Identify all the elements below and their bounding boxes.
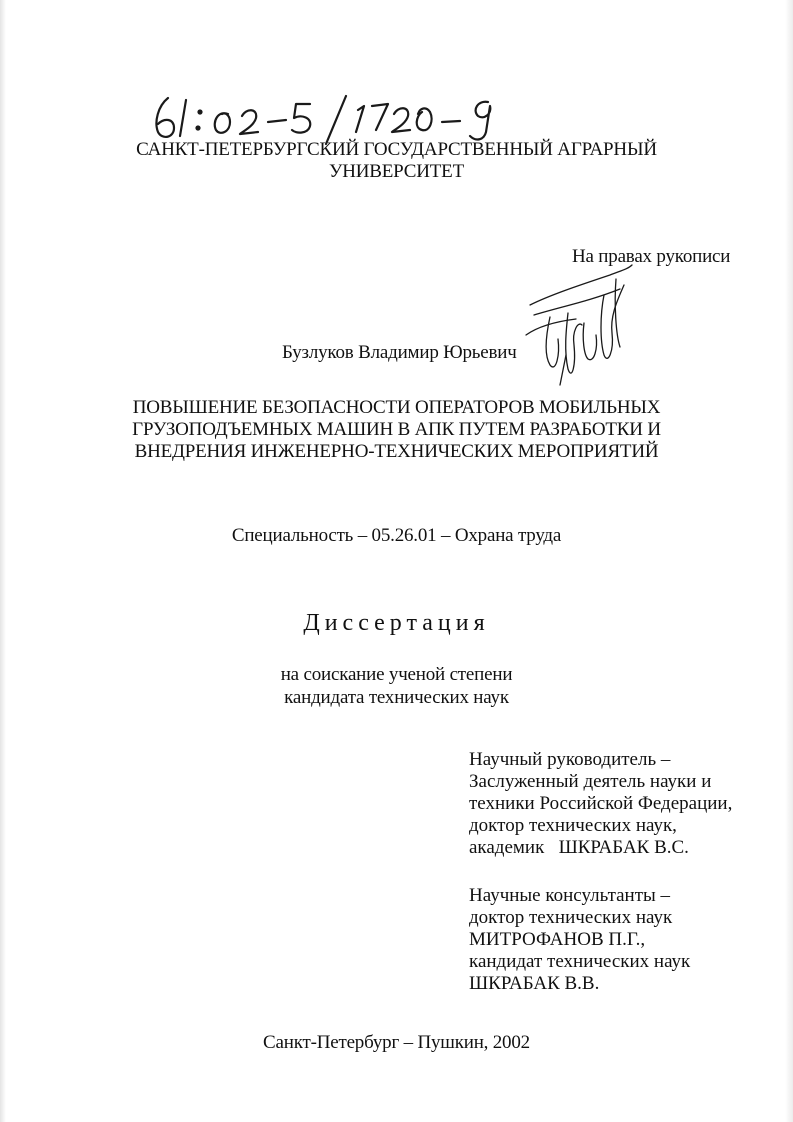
- supervisor-line5: академик ШКРАБАК В.С.: [469, 837, 689, 858]
- degree-line1: на соискание ученой степени: [280, 664, 513, 685]
- specialty: Специальность – 05.26.01 – Охрана труда: [231, 525, 562, 546]
- university-name-line1: САНКТ-ПЕТЕРБУРГСКИЙ ГОСУДАРСТВЕННЫЙ АГРАРНЫЙ: [136, 139, 657, 160]
- city-year: Санкт-Петербург – Пушкин, 2002: [263, 1032, 530, 1053]
- consultants-line5: ШКРАБАК В.В.: [469, 973, 600, 994]
- author-name: Бузлуков Владимир Юрьевич: [282, 342, 517, 363]
- consultants-line2: доктор технических наук: [469, 907, 673, 928]
- rights-note: На правах рукописи: [572, 246, 731, 267]
- supervisor-line1: Научный руководитель –: [469, 749, 671, 770]
- thesis-title-line2: ГРУЗОПОДЪЕМНЫХ МАШИН В АПК ПУТЕМ РАЗРАБОТКИ И: [132, 419, 661, 440]
- university-name-line2: УНИВЕРСИТЕТ: [329, 161, 464, 182]
- supervisor-block: [469, 748, 732, 858]
- consultants-line3: МИТРОФАНОВ П.Г.,: [469, 929, 646, 950]
- consultants-line4: кандидат технических наук: [469, 951, 691, 972]
- consultants-block: [469, 884, 690, 994]
- supervisor-line4: доктор технических наук,: [469, 815, 677, 836]
- supervisor-line2: Заслуженный деятель науки и: [469, 771, 712, 792]
- degree-line2: кандидата технических наук: [284, 687, 509, 708]
- supervisor-line3: техники Российской Федерации,: [469, 793, 733, 814]
- document-type: Диссертация: [303, 610, 490, 636]
- signature: [520, 255, 640, 395]
- thesis-title-line3: ВНЕДРЕНИЯ ИНЖЕНЕРНО-ТЕХНИЧЕСКИХ МЕРОПРИЯТИЙ: [134, 441, 659, 462]
- thesis-title-line1: ПОВЫШЕНИЕ БЕЗОПАСНОСТИ ОПЕРАТОРОВ МОБИЛЬНЫХ: [132, 397, 661, 418]
- consultants-line1: Научные консультанты –: [469, 885, 671, 906]
